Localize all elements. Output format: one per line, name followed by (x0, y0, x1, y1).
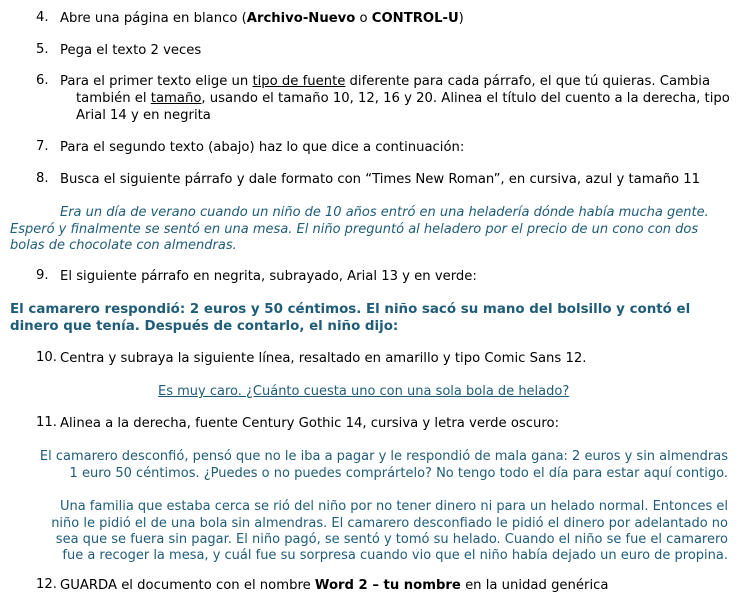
step-number-11: 11. (36, 415, 57, 430)
step-number-8: 8. (36, 171, 49, 186)
right-paragraph-2-line-1: Una familia que estaba cerca se rió del niño por no tener dinero ni para un helado normal. Entonces el (59, 499, 728, 514)
step-6-l2-a: también el (76, 91, 151, 106)
step-number-5: 5. (36, 42, 49, 57)
step-10-text: Centra y subraya la siguiente línea, resaltado en amarillo y tipo Comic Sans 12. (60, 351, 587, 366)
step-12-bold-name: Word 2 – tu nombre (314, 578, 461, 593)
step-4-text (60, 10, 464, 27)
step-6-l1-b: diferente para cada párrafo, el que tú quieras. Cambia (345, 74, 711, 89)
step-6-l2-b: , usando el tamaño 10, 12, 16 y 20. Alinea el título del cuento a la derecha, tipo (201, 91, 730, 106)
right-paragraph-1-line-1: El camarero desconfió, pensó que no le iba a pagar y le respondió de mala gana: 2 euros y sin almendras (39, 449, 728, 464)
step-6-line-3: Arial 14 y en negrita (76, 108, 211, 123)
step-6-line-2 (76, 90, 730, 107)
italic-paragraph-line-3: bolas de chocolate con almendras. (10, 238, 237, 253)
right-paragraph-1-line-2: 1 euro 50 céntimos. ¿Puedes o no puedes comprártelo? No tengo todo el día para estar aquí contigo. (69, 466, 728, 481)
step-8-text: Busca el siguiente párrafo y dale formato con “Times New Roman”, en cursiva, azul y tamaño 11 (60, 172, 701, 187)
step-5-text: Pega el texto 2 veces (60, 43, 202, 58)
step-4-text-a: Abre una página en blanco ( (60, 11, 247, 26)
step-number-12: 12. (36, 577, 57, 592)
step-6-underline-tamano: tamaño (150, 91, 202, 106)
step-6-line-1 (60, 73, 710, 90)
step-4-bold-control: CONTROL-U (371, 11, 459, 26)
step-4-text-b: o (355, 11, 372, 26)
italic-paragraph-line-1: Era un día de verano cuando un niño de 10 años entró en una heladería dónde había mucha gente. (60, 205, 709, 220)
step-number-7: 7. (36, 139, 49, 154)
centered-underlined-line: Es muy caro. ¿Cuánto cuesta uno con una sola bola de helado? (158, 384, 570, 399)
step-9-text: El siguiente párrafo en negrita, subrayado, Arial 13 y en verde: (60, 269, 477, 284)
bold-paragraph-line-1: El camarero respondió: 2 euros y 50 céntimos. El niño sacó su mano del bolsillo y contó el (10, 302, 691, 317)
step-number-10: 10. (36, 350, 57, 365)
step-7-text: Para el segundo texto (abajo) haz lo que dice a continuación: (60, 140, 465, 155)
right-paragraph-2-line-2: niño le pidió el de una bola sin almendras. El camarero desconfiado le pidió el dinero por adelantado no (51, 516, 728, 531)
step-11-text: Alinea a la derecha, fuente Century Gothic 14, cursiva y letra verde oscuro: (60, 416, 560, 431)
step-number-6: 6. (36, 73, 49, 88)
step-12-text (60, 577, 608, 594)
right-paragraph-2-line-4: fue a recoger la mesa, y cuál fue su sorpresa cuando vio que el niño había dejado un euro de propina. (62, 548, 728, 563)
step-6-l1-a: Para el primer texto elige un (60, 74, 253, 89)
italic-paragraph-line-2: Esperó y finalmente se sentó en una mesa. El niño preguntó al heladero por el precio de un cono con dos (10, 222, 699, 237)
step-number-4: 4. (36, 10, 49, 25)
step-12-text-a: GUARDA el documento con el nombre (60, 578, 315, 593)
step-12-text-b: en la unidad genérica (460, 578, 609, 593)
step-number-9: 9. (36, 268, 49, 283)
bold-paragraph-line-2: dinero que tenía. Después de contarlo, el niño dijo: (10, 319, 399, 334)
step-4-text-c: ) (458, 11, 464, 26)
right-paragraph-2-line-3: sea que se fuera sin pagar. El niño pagó, se sentó y tomó su helado. Cuando el niño se fue el camarero (55, 532, 728, 547)
step-6-underline-tipo-fuente: tipo de fuente (252, 74, 346, 89)
step-4-bold-archivo: Archivo-Nuevo (246, 11, 356, 26)
